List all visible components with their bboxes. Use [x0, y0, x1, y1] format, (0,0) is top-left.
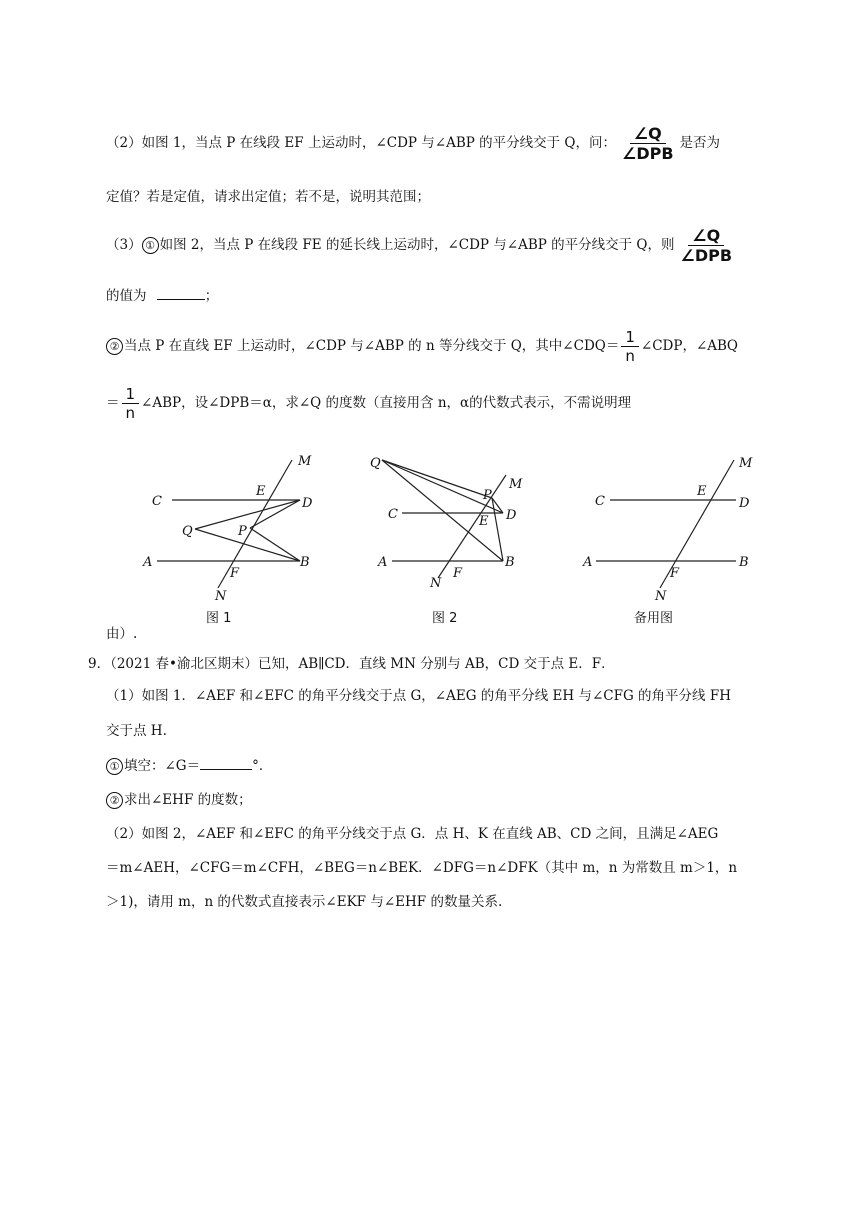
q9-part1-text: （1）如图 1．∠AEF 和∠EFC 的角平分线交于点 G，∠AEG 的角平分线 EH 与∠CFG 的角平分线 FH	[106, 688, 731, 704]
circled-number: ②	[106, 792, 123, 809]
svg-text:M: M	[739, 456, 753, 471]
q8-ending: 由）.	[106, 626, 138, 642]
answer-blank[interactable]	[157, 287, 205, 300]
q9-part2-line1	[106, 822, 718, 842]
svg-text:P: P	[483, 488, 492, 503]
circled-number: ②	[106, 338, 123, 355]
fraction-denominator: n	[625, 347, 635, 365]
q8-part5-fraction	[122, 385, 140, 422]
q8-part3-line2	[106, 284, 218, 304]
q8-part3-text: 如图 2，当点 P 在线段 FE 的延长线上运动时，∠CDP 与∠ABP 的平分线交于 Q，则	[159, 237, 675, 253]
q8-part2-line2	[106, 185, 430, 205]
q9-part2-continuation: ＝m∠AEH，∠CFG＝m∠CFH，∠BEG＝n∠BEK．∠DFG＝n∠DFK（其中 m，n 为常数且 m＞1，n	[106, 860, 738, 876]
svg-text:F: F	[453, 566, 463, 581]
svg-text:F: F	[670, 566, 680, 581]
fraction-denominator: ∠DPB	[622, 144, 674, 163]
figure-2	[370, 456, 523, 626]
q9-part2-end: ＞1)，请用 m，n 的代数式直接表示∠EKF 与∠EHF 的数量关系.	[106, 894, 503, 910]
q8-part2-text-end: 是否为	[679, 135, 721, 151]
svg-text:D: D	[506, 508, 517, 523]
fraction-numerator: 1	[122, 385, 140, 404]
q9-part2-line3	[106, 890, 502, 910]
q9-find-line	[106, 788, 252, 809]
svg-text:Q: Q	[182, 524, 193, 539]
q9-part2-line2	[106, 856, 737, 876]
svg-text:A: A	[143, 555, 153, 570]
q9-part1-line2	[106, 719, 167, 739]
answer-blank[interactable]	[200, 757, 252, 770]
svg-text:M: M	[298, 454, 312, 469]
q9-part1-line1	[106, 684, 731, 704]
q8-part2-text: （2）如图 1，当点 P 在线段 EF 上运动时，∠CDP 与∠ABP 的平分线交于 Q，问：	[106, 135, 616, 151]
svg-text:Q: Q	[370, 456, 381, 471]
q8-part3-end: ；	[204, 288, 219, 304]
q9-fill-line	[106, 754, 272, 775]
q8-part3-line1	[106, 226, 738, 265]
svg-text:M: M	[509, 477, 523, 492]
svg-text:C: C	[595, 494, 605, 509]
q8-part2-fraction	[618, 124, 678, 163]
svg-text:N: N	[655, 589, 667, 604]
svg-text:F: F	[230, 566, 240, 581]
figure-3-backup	[582, 456, 753, 626]
q8-part3-value-label: 的值为	[106, 288, 147, 304]
q8-part2-continuation: 定值？若是定值，请求出定值；若不是，说明其范围；	[106, 189, 430, 205]
figure-3-caption: 备用图	[634, 611, 674, 626]
svg-text:B: B	[505, 555, 515, 570]
q9-find-text: 求出∠EHF 的度数；	[124, 792, 252, 808]
q9-fill-end: °．	[252, 758, 273, 774]
q8-part6-line	[106, 622, 137, 642]
svg-text:A: A	[583, 555, 593, 570]
q9-stem: 9．（2021 春•渝北区期末）已知，AB∥CD．直线 MN 分别与 AB，CD 交于点 E．F．	[88, 656, 615, 672]
q8-part3-prefix: （3）	[106, 237, 142, 253]
q8-part5-line	[106, 385, 631, 422]
q9-part1-continuation: 交于点 H.	[106, 723, 167, 739]
q8-part4-fraction	[621, 328, 639, 365]
q8-part4-line1	[106, 328, 738, 365]
q8-part4-text-end: ∠CDP，∠ABQ	[640, 338, 738, 354]
q9-title	[88, 652, 615, 672]
q9-part2-text: （2）如图 2，∠AEF 和∠EFC 的角平分线交于点 G．点 H、K 在直线 AB、CD 之间，且满足∠AEG	[106, 826, 719, 842]
figure-2-caption: 图 2	[432, 611, 458, 626]
svg-text:E: E	[479, 514, 489, 529]
svg-text:B: B	[300, 555, 310, 570]
svg-text:P: P	[238, 524, 247, 539]
q8-part3-fraction	[677, 226, 737, 265]
svg-text:N: N	[215, 589, 227, 604]
q8-part4-text: 当点 P 在直线 EF 上运动时，∠CDP 与∠ABP 的 n 等分线交于 Q，其中∠CDQ＝	[124, 338, 620, 354]
figure-1-caption: 图 1	[206, 611, 232, 626]
geometry-figures	[0, 445, 860, 645]
circled-number: ①	[142, 237, 159, 254]
fraction-denominator: ∠DPB	[680, 246, 733, 265]
svg-text:B: B	[739, 555, 749, 570]
q8-part5-equals: ＝	[106, 395, 120, 411]
svg-text:E: E	[697, 484, 707, 499]
fraction-numerator: 1	[621, 328, 639, 347]
fraction-denominator: n	[125, 404, 136, 422]
fraction-numerator: ∠Q	[630, 124, 666, 144]
svg-text:C: C	[388, 507, 398, 522]
svg-text:D: D	[302, 496, 313, 511]
q8-part5-text: ∠ABP，设∠DPB＝α，求∠Q 的度数（直接用含 n，α的代数式表示，不需说明理	[141, 395, 632, 411]
q9-fill-label: 填空：∠G＝	[124, 758, 201, 774]
svg-text:A: A	[378, 555, 388, 570]
svg-text:N: N	[430, 576, 442, 591]
svg-text:E: E	[256, 484, 266, 499]
circled-number: ①	[106, 758, 123, 775]
svg-text:D: D	[739, 496, 750, 511]
fraction-numerator: ∠Q	[688, 226, 724, 246]
figure-1	[142, 454, 313, 626]
q8-part2-line1	[106, 124, 720, 163]
svg-text:C: C	[152, 494, 162, 509]
